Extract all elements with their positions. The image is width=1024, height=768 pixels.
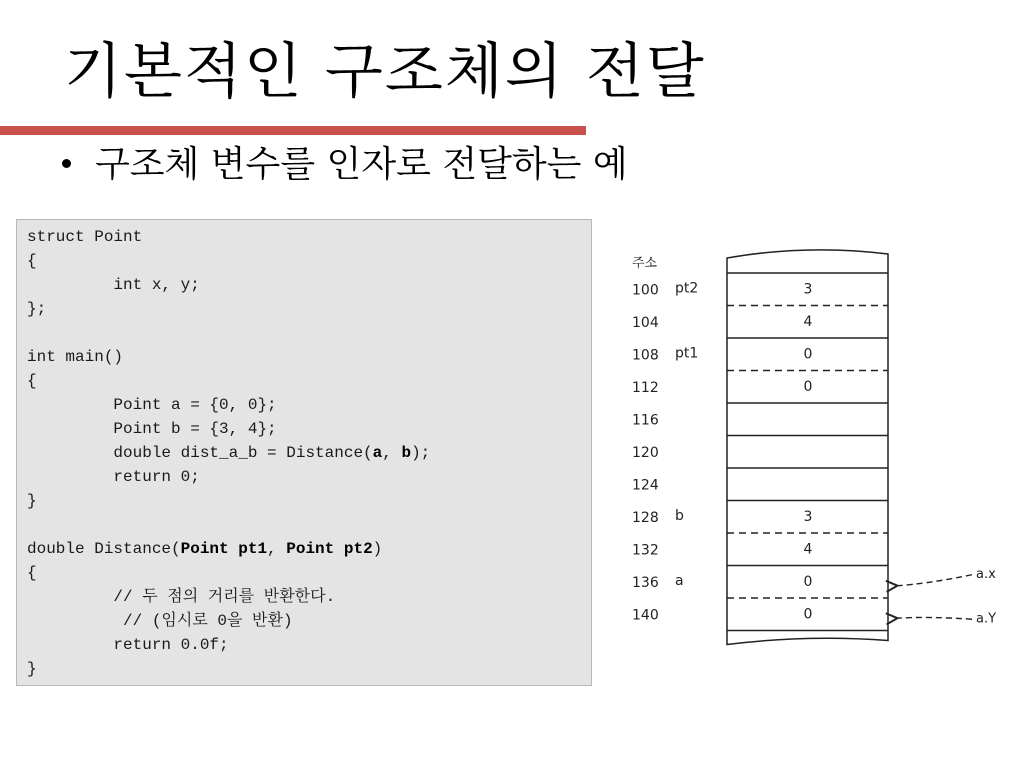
code-token: int main() — [27, 348, 124, 366]
code-token: , — [267, 540, 287, 558]
code-token: } — [27, 660, 37, 678]
code-token: } — [27, 492, 37, 510]
code-token: { — [27, 252, 37, 270]
code-line — [27, 561, 37, 585]
code-token: { — [27, 564, 37, 582]
memory-bottom-edge — [727, 631, 888, 645]
code-line — [27, 585, 335, 609]
code-token-bold: Point pt1 — [180, 540, 268, 558]
memory-value: 0 — [803, 378, 813, 395]
code-line — [27, 609, 293, 633]
memory-address: 112 — [632, 379, 659, 396]
memory-diagram-svg — [620, 240, 1020, 660]
code-token-bold: b — [401, 444, 412, 462]
code-token: }; — [27, 300, 47, 318]
memory-address: 128 — [632, 509, 659, 526]
code-line — [27, 489, 37, 513]
bullet-text: 구조체 변수를 인자로 전달하는 예 — [95, 144, 628, 185]
pointer-arrow — [896, 617, 972, 619]
memory-variable: b — [675, 507, 684, 524]
code-line — [27, 249, 37, 273]
memory-address: 116 — [632, 412, 659, 429]
memory-value: 3 — [803, 281, 813, 298]
memory-address: 104 — [632, 314, 659, 331]
code-line — [27, 465, 200, 489]
accent-bar — [0, 126, 586, 135]
code-line — [27, 369, 37, 393]
code-token: ) — [372, 540, 383, 558]
code-token: , — [382, 444, 402, 462]
code-token: // 두 점의 거리를 반환한다. — [27, 588, 336, 606]
code-token: Point b = {3, 4}; — [27, 420, 277, 438]
code-line — [27, 417, 277, 441]
code-line — [27, 537, 382, 561]
pointer-label: a.x — [976, 566, 996, 582]
slide-title: 기본적인 구조체의 전달 — [64, 37, 706, 107]
code-token-bold: a — [372, 444, 383, 462]
code-line — [27, 633, 229, 657]
memory-address: 124 — [632, 477, 659, 494]
code-token: return 0.0f; — [27, 636, 229, 654]
memory-value: 0 — [803, 573, 813, 590]
address-header: 주소 — [632, 256, 658, 271]
memory-value: 0 — [803, 606, 813, 623]
memory-address: 132 — [632, 542, 659, 559]
code-line — [27, 441, 430, 465]
code-token: double Distance( — [27, 540, 181, 558]
memory-address: 136 — [632, 574, 659, 591]
code-token: struct Point — [27, 228, 143, 246]
code-token: Point a = {0, 0}; — [27, 396, 277, 414]
code-token-bold: Point pt2 — [286, 540, 373, 558]
memory-address: 140 — [632, 607, 659, 624]
memory-diagram — [620, 240, 1020, 660]
code-line — [27, 273, 200, 297]
memory-value: 4 — [803, 541, 813, 558]
code-line — [27, 393, 277, 417]
code-token: { — [27, 372, 37, 390]
code-block — [16, 219, 592, 686]
code-token: // (임시로 0을 반환) — [27, 612, 293, 630]
memory-address: 120 — [632, 444, 659, 461]
memory-address: 100 — [632, 282, 659, 299]
memory-value: 0 — [803, 346, 813, 363]
code-line — [27, 345, 123, 369]
memory-variable: pt1 — [675, 345, 699, 362]
memory-address: 108 — [632, 347, 659, 364]
memory-value: 3 — [803, 508, 813, 525]
code-token: int x, y; — [27, 276, 200, 294]
pointer-label: a.Y — [976, 611, 997, 627]
pointer-arrow — [896, 575, 972, 586]
code-line — [27, 297, 46, 321]
memory-variable: a — [675, 572, 684, 589]
memory-top-edge — [727, 250, 888, 273]
code-token: return 0; — [27, 468, 200, 486]
memory-variable: pt2 — [675, 280, 699, 297]
code-token: double dist_a_b = Distance( — [27, 444, 373, 462]
bullet-dot-icon — [62, 159, 71, 168]
code-token: ); — [411, 444, 431, 462]
code-line — [27, 225, 142, 249]
bullet-item — [62, 136, 628, 187]
memory-value: 4 — [803, 313, 813, 330]
code-line — [27, 657, 37, 681]
